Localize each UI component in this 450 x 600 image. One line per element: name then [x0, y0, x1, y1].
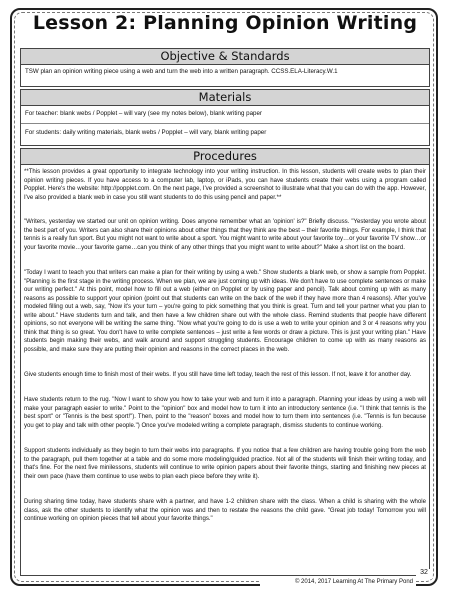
- materials-teacher: For teacher: blank webs / Popplet – will vary (see my notes below), blank writing paper: [25, 110, 262, 117]
- procedure-paragraph: "Today I want to teach you that writers can make a plan for their writing by using a web." Show students a blank web, or show a sample from Popplet. "Planning is the first stage in the writing process. When we plan, we are just coming up with ideas. We don't have to use complete sentences or make our writing perfect." At this point, model how to fill out a web (either on Popplet or by using paper and pencil). Talk about coming up with as many reasons as possible to support your opinion (point out that students can write on the back of the web if they have more than 4 reasons). After you've modeled filling out a web, say, "Now it's your turn – you're going to pick something that you think is great. Turn and tell your partner what you plan to write about." Have students turn and talk, and then have a few children share out with the whole class. Remind students that people have different opinions, so not everyone will be writing the same thing. "Now what you're going to do is use a web to write your opinion and 3 or 4 reasons why you think that thing is so great. You don't have to write complete sentences – just write a few words or draw a picture. This is just your writing plan." Have students begin making their webs, and walk around and support struggling students. Encourage children to come up with as many reasons as possible, and make sure they are putting their opinion and reasons in the correct places in the web.: [24, 270, 426, 353]
- procedures-heading: Procedures: [20, 148, 430, 165]
- materials-students: For students: daily writing materials, blank webs / Popplet – will vary, blank writing paper: [25, 129, 267, 136]
- procedure-paragraph: Give students enough time to finish most of their webs. If you still have time left today, teach the rest of this lesson. If not, leave it for another day.: [24, 372, 412, 378]
- procedure-paragraph: "Writers, yesterday we started our unit on opinion writing. Does anyone remember what an 'opinion' is?" Briefly discuss. "Yesterday you wrote about the best part of you. Writers can also share their opinions about other things that they think are the best – their favorite things. For example, I think that tennis is a really fun sport. But you might not want to write about a sport. You might want to write about your favorite toy…or your favorite TV show…or your favorite movie…your favorite game…can you think of any other things that you might want to write about?" Make a short list on the board.: [24, 219, 426, 251]
- objective-box: [20, 65, 430, 87]
- objective-heading: Objective & Standards: [20, 48, 430, 65]
- page-title: Lesson 2: Planning Opinion Writing: [32, 12, 418, 34]
- procedure-paragraph: **This lesson provides a great opportunity to integrate technology into your writing instruction. In this lesson, students will create webs to plan their opinion writing pieces. If you have access to a computer lab, laptop, or iPads, you can have students create their webs using a program called Popplet. Here's the website: http://popplet.com. On the next page, I've provided a screenshot to illustrate what that you can do with the app. However, I've also provided a blank web in case you still want students to do this using pencil and paper.**: [24, 169, 426, 201]
- objective-text: TSW plan an opinion writing piece using a web and turn the web into a written paragraph. CCSS.ELA-Literacy.W.1: [25, 68, 338, 75]
- page-number: 32: [416, 569, 432, 579]
- copyright-footer: © 2014, 2017 Learning At The Primary Pond: [260, 578, 416, 586]
- procedure-paragraph: During sharing time today, have students share with a partner, and have 1-2 children share with the class. When a child is sharing with the whole class, ask the other students to identify what the opinion was and then to restate the reasons the child gave. "Great job today! Tomorrow you will continue working on opinion pieces that tell about your favorite things.": [24, 499, 426, 523]
- procedures-box: [20, 165, 430, 576]
- procedure-paragraph: Support students individually as they begin to turn their webs into paragraphs. If you notice that a few children are having trouble going from the web to the paragraph, pull them together at a table and do some more modeling/guided practice. Not all of the students will finish their writing today, and that's fine. For the next five minilessons, students will continue to write opinion papers about their favorite things, starting and finishing new pieces at their own pace (have them continue to use webs to plan each piece before they write it).: [24, 448, 426, 480]
- materials-box: [20, 106, 430, 146]
- procedure-paragraph: Have students return to the rug. "Now I want to show you how to take your web and turn it into a paragraph. Planning your ideas by using a web will make your paragraph easier to write." Point to the "opinion" box and model how to turn it into an introductory sentence (i.e. "I think that tennis is the best sport" or "Tennis is the best sport!"). Then, point to the "reason" boxes and model how to turn them into sentences (i.e. "Tennis is fun because you get to play and talk with other people.") Once you've modeled writing a complete paragraph, dismiss students to continue working.: [24, 397, 426, 429]
- materials-heading: Materials: [20, 89, 430, 106]
